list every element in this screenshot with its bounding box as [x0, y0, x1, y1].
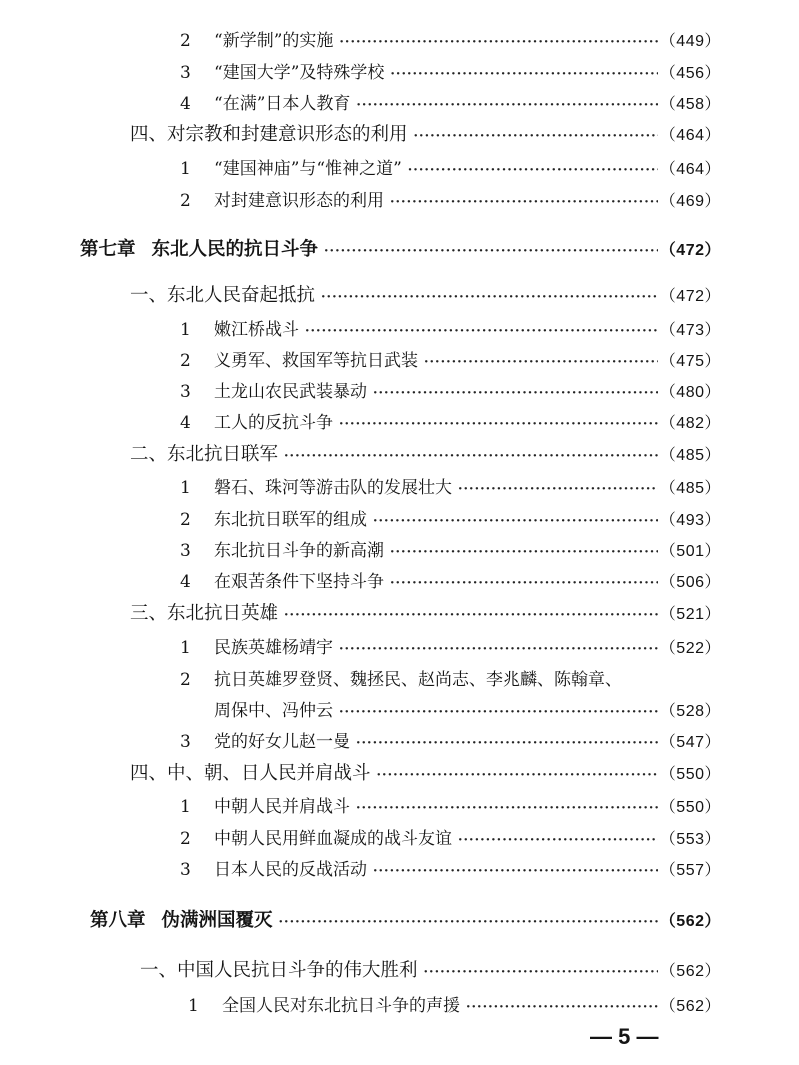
- toc-entry: [180, 828, 721, 852]
- toc-section: [130, 603, 721, 627]
- leader-dots: [373, 861, 658, 883]
- entry-page: （475）: [659, 353, 721, 370]
- leader-dots: [373, 383, 658, 405]
- entry-number: 4: [180, 572, 191, 592]
- entry-page: （562）: [659, 913, 721, 930]
- entry-page: （506）: [659, 574, 721, 591]
- leader-dots: [377, 765, 658, 787]
- toc-entry: [180, 637, 721, 661]
- entry-title: 党的好女儿赵一曼: [214, 732, 350, 752]
- entry-page: （480）: [659, 384, 721, 401]
- entry-number: 1: [180, 159, 191, 179]
- entry-title: 磐石、珠河等游击队的发展壮大: [214, 478, 452, 498]
- entry-title: 对封建意识形态的利用: [214, 191, 384, 211]
- entry-number: 3: [180, 63, 191, 83]
- toc-entry: [180, 62, 721, 86]
- toc-entry: [180, 731, 721, 755]
- entry-page: （521）: [659, 606, 721, 623]
- entry-page: （485）: [659, 447, 721, 464]
- chapter-title: 伪满洲国覆灭: [161, 910, 273, 931]
- section-title: 二、东北抗日联军: [130, 444, 279, 465]
- entry-page: （522）: [659, 640, 721, 657]
- page-number: — 5 —: [590, 1024, 659, 1049]
- entry-page: （456）: [659, 65, 721, 82]
- entry-page: （528）: [659, 703, 721, 720]
- leader-dots: [356, 798, 658, 820]
- entry-number: 3: [180, 860, 191, 880]
- entry-page: （493）: [659, 512, 721, 529]
- leader-dots: [339, 32, 657, 54]
- leader-dots: [390, 64, 657, 86]
- entry-title: 民族英雄杨靖宇: [214, 638, 333, 658]
- toc-entry: [180, 190, 721, 214]
- toc-section: [140, 960, 721, 984]
- entry-number: 2: [180, 670, 191, 690]
- leader-dots: [466, 997, 658, 1019]
- leader-dots: [339, 639, 658, 661]
- entry-title: 日本人民的反战活动: [214, 860, 367, 880]
- leader-dots: [284, 446, 658, 468]
- leader-dots: [284, 605, 658, 627]
- leader-dots: [356, 733, 658, 755]
- toc-entry: [180, 93, 721, 117]
- entry-page: （562）: [659, 998, 721, 1015]
- toc-chapter: [90, 910, 721, 934]
- entry-page: （464）: [659, 161, 721, 178]
- entry-title: 在艰苦条件下坚持斗争: [214, 572, 384, 592]
- entry-number: 1: [180, 797, 191, 817]
- entry-number: 2: [180, 829, 191, 849]
- leader-dots: [424, 352, 658, 374]
- toc-chapter: [80, 239, 721, 263]
- entry-title: 工人的反抗斗争: [214, 413, 333, 433]
- leader-dots: [424, 962, 658, 984]
- toc-entry: [180, 319, 721, 343]
- toc-entry: [180, 350, 721, 374]
- leader-dots: [321, 287, 658, 309]
- toc-entry-continuation: [214, 700, 721, 724]
- section-title: 一、中国人民抗日斗争的伟大胜利: [140, 960, 418, 981]
- entry-title: 周保中、冯仲云: [214, 701, 333, 721]
- entry-page: （501）: [659, 543, 721, 560]
- leader-dots: [390, 542, 658, 564]
- entry-title: 东北抗日斗争的新高潮: [214, 541, 384, 561]
- toc-entry: [180, 796, 721, 820]
- leader-dots: [279, 912, 658, 934]
- toc-section: [130, 285, 721, 309]
- entry-page: （464）: [659, 127, 721, 144]
- toc-entry: [180, 381, 721, 405]
- entry-number: 1: [188, 996, 199, 1016]
- entry-number: 2: [180, 31, 191, 51]
- entry-title: “新学制”的实施: [214, 31, 334, 51]
- toc-section: [130, 444, 721, 468]
- toc-section: [130, 124, 721, 148]
- entry-title: “在满”日本人教育: [214, 94, 351, 114]
- entry-number: 1: [180, 478, 191, 498]
- toc-entry: [180, 30, 721, 54]
- entry-page: （472）: [659, 288, 721, 305]
- entry-page: （473）: [659, 322, 721, 339]
- entry-page: （562）: [659, 963, 721, 980]
- toc-section: [130, 763, 721, 787]
- chapter-number: 第八章: [90, 910, 146, 931]
- entry-title: 东北抗日联军的组成: [214, 510, 367, 530]
- entry-title: 中朝人民用鲜血凝成的战斗友谊: [214, 829, 452, 849]
- entry-page: （469）: [659, 193, 721, 210]
- toc-entry: [180, 571, 721, 595]
- entry-title: 中朝人民并肩战斗: [214, 797, 350, 817]
- entry-number: 3: [180, 732, 191, 752]
- entry-title: “建国大学”及特殊学校: [214, 63, 385, 83]
- section-title: 四、对宗教和封建意识形态的利用: [130, 124, 408, 145]
- entry-page: （449）: [659, 33, 721, 50]
- leader-dots: [324, 241, 658, 263]
- toc-entry: [180, 509, 721, 533]
- toc-entry: [180, 477, 721, 501]
- entry-number: 2: [180, 191, 191, 211]
- entry-page: （458）: [659, 96, 721, 113]
- entry-title: 土龙山农民武装暴动: [214, 382, 367, 402]
- section-title: 一、东北人民奋起抵抗: [130, 285, 316, 306]
- entry-title: 嫩江桥战斗: [214, 320, 299, 340]
- entry-title: “建国神庙”与“惟神之道”: [214, 159, 402, 179]
- entry-page: （482）: [659, 415, 721, 432]
- section-title: 四、中、朝、日人民并肩战斗: [130, 763, 371, 784]
- entry-page: （472）: [659, 242, 721, 259]
- toc-entry: [180, 669, 681, 691]
- leader-dots: [356, 95, 657, 117]
- entry-number: 1: [180, 320, 191, 340]
- entry-number: 3: [180, 382, 191, 402]
- entry-number: 2: [180, 351, 191, 371]
- chapter-number: 第七章: [80, 239, 136, 260]
- leader-dots: [408, 160, 658, 182]
- toc-entry: [180, 540, 721, 564]
- chapter-title: 东北人民的抗日斗争: [151, 239, 319, 260]
- toc-entry: [180, 412, 721, 436]
- leader-dots: [373, 511, 658, 533]
- entry-page: （553）: [659, 831, 721, 848]
- entry-number: 1: [180, 638, 191, 658]
- entry-title: 义勇军、救国军等抗日武装: [214, 351, 418, 371]
- leader-dots: [414, 126, 658, 148]
- leader-dots: [390, 573, 658, 595]
- entry-number: 4: [180, 413, 191, 433]
- leader-dots: [390, 192, 658, 214]
- entry-number: 4: [180, 94, 191, 114]
- entry-page: （557）: [659, 862, 721, 879]
- entry-page: （547）: [659, 734, 721, 751]
- entry-number: 2: [180, 510, 191, 530]
- leader-dots: [458, 479, 658, 501]
- section-title: 三、东北抗日英雄: [130, 603, 279, 624]
- toc-entry: [180, 859, 721, 883]
- entry-title: 全国人民对东北抗日斗争的声援: [222, 996, 460, 1016]
- entry-title: 抗日英雄罗登贤、魏拯民、赵尚志、李兆麟、陈翰章、: [214, 670, 622, 690]
- entry-page: （550）: [659, 799, 721, 816]
- leader-dots: [305, 321, 658, 343]
- entry-page: （485）: [659, 480, 721, 497]
- leader-dots: [339, 702, 658, 724]
- leader-dots: [458, 830, 658, 852]
- entry-number: 3: [180, 541, 191, 561]
- entry-page: （550）: [659, 766, 721, 783]
- toc-entry: [188, 995, 721, 1019]
- leader-dots: [339, 414, 658, 436]
- toc-entry: [180, 158, 721, 182]
